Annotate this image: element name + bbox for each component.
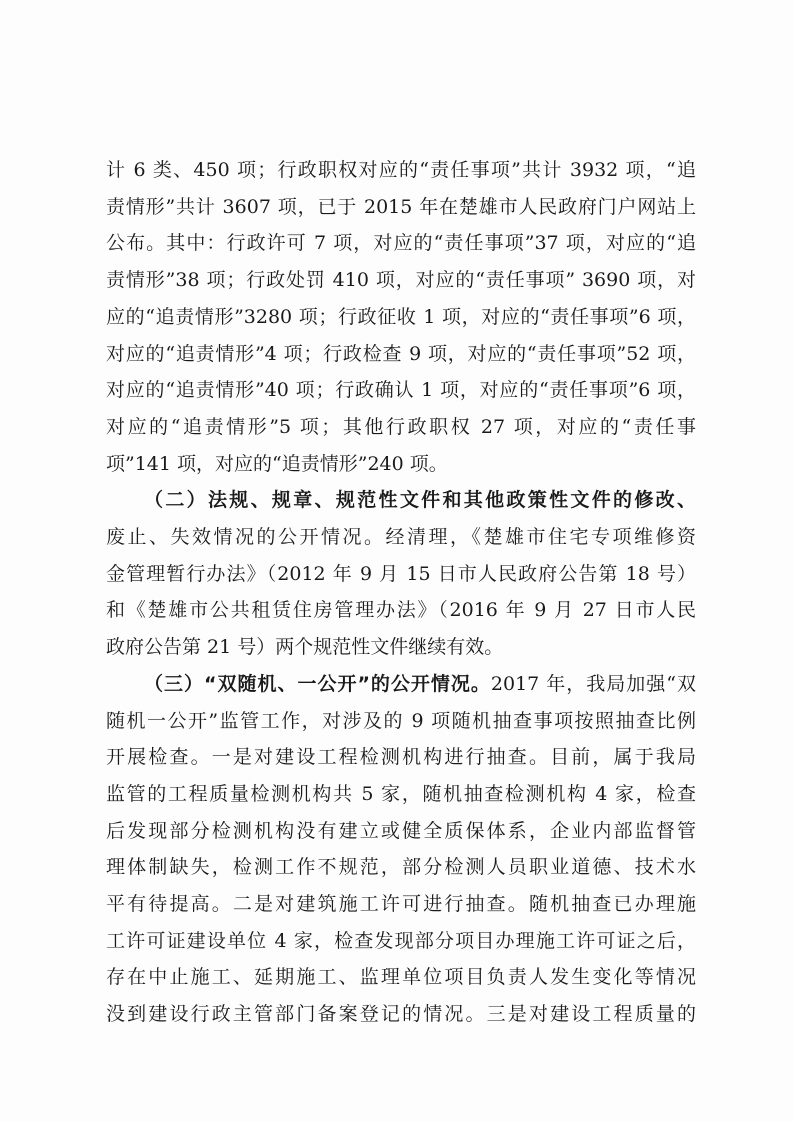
- heading-rest-text: 2017 年，我局加强“双: [490, 672, 697, 695]
- text-line: 理体制缺失，检测工作不规范，部分检测人员职业道德、技术水: [106, 856, 696, 879]
- text-line: 没到建设行政主管部门备案登记的情况。三是对建设工程质量的: [106, 1003, 696, 1026]
- text-line: 后发现部分检测机构没有建立或健全质保体系，企业内部监督管: [106, 819, 696, 842]
- text-line: 对应的“追责情形”40 项；行政确认 1 项，对应的“责任事项”6 项，: [106, 379, 696, 402]
- text-line: 存在中止施工、延期施工、监理单位项目负责人发生变化等情况: [106, 966, 696, 989]
- text-line: 工许可证建设单位 4 家，检查发现部分项目办理施工许可证之后，: [106, 929, 696, 952]
- section-heading-two: （二）法规、规章、规范性文件和其他政策性文件的修改、: [144, 489, 696, 512]
- text-line: 废止、失效情况的公开情况。经清理，《楚雄市住宅专项维修资: [106, 526, 696, 549]
- text-line: 项”141 项，对应的“追责情形”240 项。: [106, 452, 448, 475]
- text-line: 监管的工程质量检测机构共 5 家，随机抽查检测机构 4 家，检查: [106, 782, 696, 805]
- text-line: [106, 482, 696, 519]
- text-line: 对应的“追责情形”4 项；行政检查 9 项，对应的“责任事项”52 项，: [106, 342, 696, 365]
- paragraph-double-random: [106, 666, 696, 1033]
- text-line: 金管理暂行办法》（2012 年 9 月 15 日市人民政府公告第 18 号）: [106, 562, 696, 585]
- document-body: [106, 152, 696, 1033]
- text-line: 政府公告第 21 号）两个规范性文件继续有效。: [106, 636, 504, 659]
- section-heading-three: （三）“双随机、一公开”的公开情况。: [144, 672, 491, 695]
- text-line: 对应的“追责情形”5 项；其他行政职权 27 项，对应的“责任事: [106, 415, 696, 438]
- text-line: 随机一公开”监管工作，对涉及的 9 项随机抽查事项按照抽查比例: [106, 709, 696, 732]
- text-line: 计 6 类、450 项；行政职权对应的“责任事项”共计 3932 项，“追: [106, 159, 696, 181]
- text-line: 开展检查。一是对建设工程检测机构进行抽查。目前，属于我局: [106, 746, 696, 769]
- paragraph-responsibility-items: [106, 152, 696, 482]
- text-line: 公布。其中：行政许可 7 项，对应的“责任事项”37 项，对应的“追: [106, 232, 696, 255]
- text-line: [106, 666, 696, 703]
- text-line: 应的“追责情形”3280 项；行政征收 1 项，对应的“责任事项”6 项，: [106, 305, 696, 328]
- text-line: 和《楚雄市公共租赁住房管理办法》（2016 年 9 月 27 日市人民: [106, 599, 696, 622]
- text-line: 责情形”共计 3607 项，已于 2015 年在楚雄市人民政府门户网站上: [106, 195, 696, 218]
- text-line: 平有待提高。二是对建筑施工许可进行抽查。随机抽查已办理施: [106, 893, 696, 916]
- text-line: 责情形”38 项；行政处罚 410 项，对应的“责任事项” 3690 项，对: [106, 269, 696, 292]
- paragraph-regulations: [106, 482, 696, 666]
